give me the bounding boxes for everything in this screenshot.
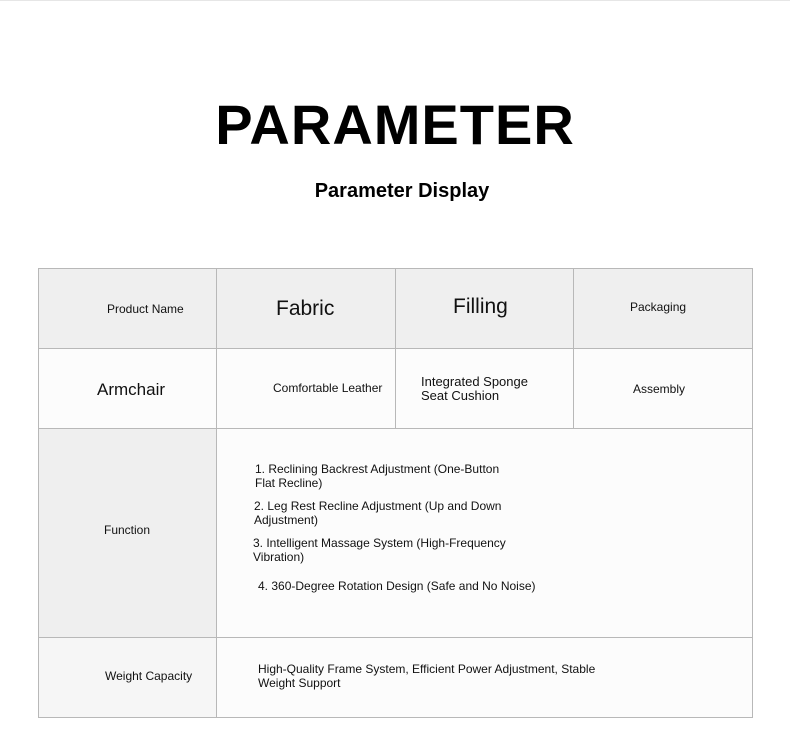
product-name-value: Armchair <box>97 380 166 399</box>
table-row <box>39 638 753 718</box>
function-list <box>217 429 753 638</box>
list-item <box>254 499 501 527</box>
table-cell <box>574 349 753 429</box>
weight-capacity-value <box>258 662 595 690</box>
weight-capacity-line: High-Quality Frame System, Efficient Power Adjustment, Stable <box>258 662 596 676</box>
product-name-header: Product Name <box>107 302 184 316</box>
table-cell <box>217 638 753 718</box>
weight-capacity-label: Weight Capacity <box>105 669 193 683</box>
table-row <box>39 349 753 429</box>
page-subtitle: Parameter Display <box>314 180 490 202</box>
parameter-table <box>38 268 753 718</box>
function-item-line: Flat Recline) <box>255 476 323 490</box>
table-cell <box>39 638 217 718</box>
fabric-value: Comfortable Leather <box>273 381 383 395</box>
page-title: PARAMETER <box>215 93 575 156</box>
table-cell <box>396 269 574 349</box>
filling-value-line2: Seat Cushion <box>421 388 500 403</box>
table-cell <box>396 349 574 429</box>
function-item-line: Vibration) <box>253 550 305 564</box>
function-item-line: Adjustment) <box>254 513 319 527</box>
packaging-value: Assembly <box>633 382 686 396</box>
table-cell <box>217 269 396 349</box>
function-item-line: 2. Leg Rest Recline Adjustment (Up and Down <box>254 499 502 513</box>
function-item-line: 1. Reclining Backrest Adjustment (One-Button <box>255 462 500 476</box>
packaging-header: Packaging <box>630 300 687 314</box>
weight-capacity-line: Weight Support <box>258 676 341 690</box>
function-item-line: 4. 360-Degree Rotation Design (Safe and No Noise) <box>258 579 536 593</box>
filling-header: Filling <box>453 295 508 318</box>
table-row <box>39 429 753 638</box>
function-label: Function <box>104 523 151 537</box>
function-item-line: 3. Intelligent Massage System (High-Frequency <box>253 536 506 550</box>
list-item <box>255 462 499 490</box>
table-row <box>39 269 753 349</box>
table-cell <box>574 269 753 349</box>
list-item <box>258 579 536 593</box>
fabric-header: Fabric <box>276 297 335 320</box>
list-item <box>253 536 506 564</box>
table-cell <box>39 349 217 429</box>
filling-value-line1: Integrated Sponge <box>421 374 528 389</box>
top-divider <box>0 0 790 1</box>
filling-value <box>421 375 528 403</box>
table-cell <box>39 269 217 349</box>
table-cell <box>217 349 396 429</box>
table-cell <box>39 429 217 638</box>
